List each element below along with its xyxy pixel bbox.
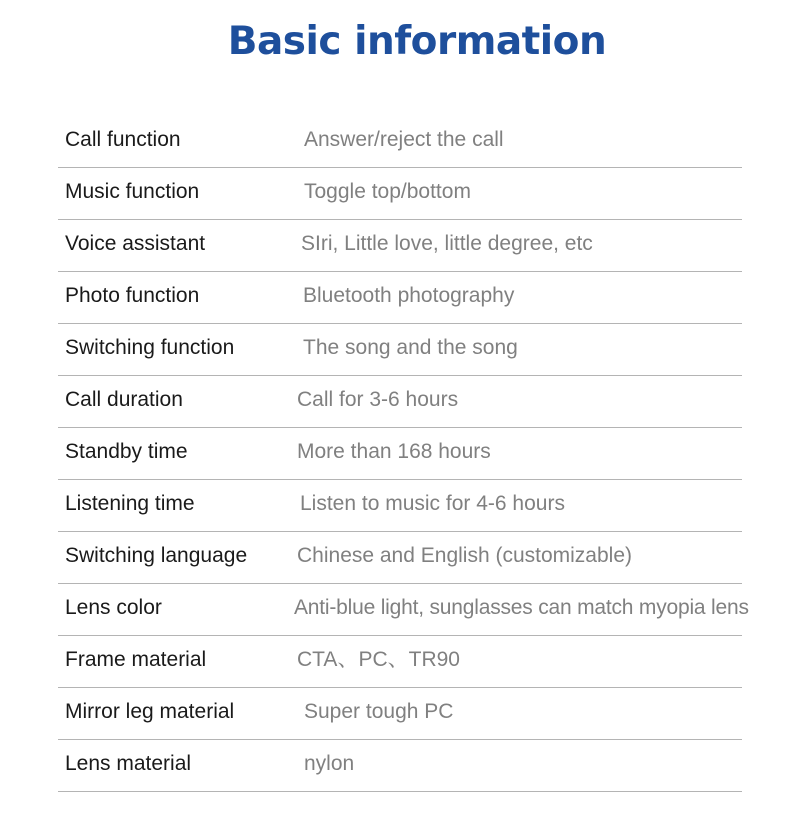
- table-row: [58, 480, 742, 532]
- table-row: [58, 116, 742, 168]
- row-value: Anti-blue light, sunglasses can match myopia lens: [294, 596, 749, 619]
- row-value: Answer/reject the call: [304, 128, 504, 151]
- row-value: Toggle top/bottom: [304, 180, 471, 203]
- row-value: nylon: [304, 752, 355, 775]
- row-value: Call for 3-6 hours: [297, 388, 459, 411]
- row-label: Switching function: [65, 336, 235, 359]
- row-value: Listen to music for 4-6 hours: [300, 492, 565, 515]
- table-row: [58, 428, 742, 480]
- row-value: SIri, Little love, little degree, etc: [301, 232, 593, 255]
- page-title: Basic information: [227, 19, 607, 64]
- spec-table: [58, 116, 749, 792]
- row-value: More than 168 hours: [297, 440, 491, 463]
- row-label: Switching language: [65, 544, 248, 567]
- table-row: [58, 220, 742, 272]
- row-label: Lens material: [65, 752, 192, 775]
- row-label: Mirror leg material: [65, 700, 235, 723]
- row-label: Lens color: [65, 596, 162, 619]
- row-label: Standby time: [65, 440, 188, 463]
- table-row: [58, 324, 742, 376]
- table-row: [58, 376, 742, 428]
- row-label: Music function: [65, 180, 200, 203]
- table-row: [58, 584, 749, 636]
- row-label: Call function: [65, 128, 181, 151]
- table-row: [58, 636, 742, 688]
- row-label: Listening time: [65, 492, 195, 515]
- row-label: Frame material: [65, 648, 207, 671]
- table-row: [58, 740, 742, 792]
- row-value: Chinese and English (customizable): [297, 544, 633, 567]
- table-row: [58, 688, 742, 740]
- table-row: [58, 168, 742, 220]
- row-label: Voice assistant: [65, 232, 206, 255]
- table-row: [58, 532, 742, 584]
- row-value: The song and the song: [303, 336, 518, 359]
- row-value: Super tough PC: [304, 700, 454, 723]
- row-label: Call duration: [65, 388, 183, 411]
- table-row: [58, 272, 742, 324]
- row-value: Bluetooth photography: [303, 284, 515, 307]
- row-value: CTA、PC、TR90: [297, 648, 460, 671]
- row-label: Photo function: [65, 284, 200, 307]
